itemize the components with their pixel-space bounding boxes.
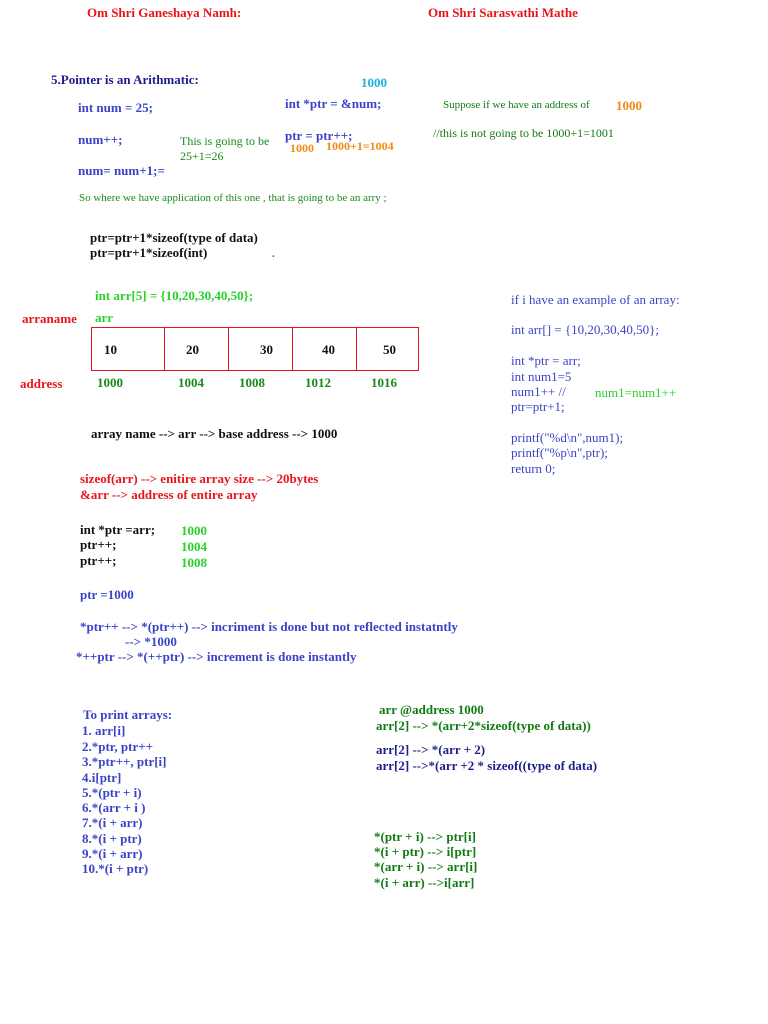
array-address: 1008: [239, 375, 265, 390]
suppose-text: Suppose if we have an address of: [443, 99, 590, 111]
comment-line: //this is not going to be 1000+1=1001: [433, 126, 614, 140]
print-arrays-item: 3.*ptr++, ptr[i]: [82, 754, 167, 769]
example-title: if i have an example of an array:: [511, 292, 680, 307]
base-address-line: array name --> arr --> base address --> 1000: [91, 426, 338, 441]
int-num-line: int num = 25;: [78, 100, 153, 115]
ptr-equals-line: ptr =1000: [80, 587, 134, 602]
array-address: 1000: [97, 375, 123, 390]
example-line: num1++ //: [511, 384, 566, 399]
header-right: Om Shri Sarasvathi Mathe: [428, 5, 578, 20]
num-inc-line: num++;: [78, 132, 123, 147]
equivalence-line: *(ptr + i) --> ptr[i]: [374, 829, 476, 844]
int-ptr-line: int *ptr = &num;: [285, 96, 382, 111]
equivalence-line: *(arr + i) --> arr[i]: [374, 859, 478, 874]
ptr-inc-line: ptr = ptr++;: [285, 128, 353, 143]
formula-dot: .: [272, 248, 275, 260]
address-1000-top: 1000: [361, 75, 387, 90]
formula-line1: ptr=ptr+1*sizeof(type of data): [90, 230, 258, 245]
ptr-block-value: 1000: [181, 523, 207, 538]
increment-line: *++ptr --> *(++ptr) --> increment is done instantly: [76, 649, 357, 664]
array-cell-value: 30: [260, 342, 273, 357]
example-line: int num1=5: [511, 369, 572, 384]
array-decl: int arr[5] = {10,20,30,40,50};: [95, 288, 254, 303]
ptr-block-line: ptr++;: [80, 537, 117, 552]
cell-divider: [228, 328, 229, 370]
arraname-label: arraname: [22, 311, 77, 326]
cell-divider: [292, 328, 293, 370]
equivalence-line: *(i + ptr) --> i[ptr]: [374, 844, 477, 859]
print-arrays-item: 10.*(i + ptr): [82, 861, 149, 876]
print-arrays-title: To print arrays:: [83, 707, 173, 722]
array-address: 1004: [178, 375, 204, 390]
array-box: [91, 327, 419, 371]
formula-line2: ptr=ptr+1*sizeof(int): [90, 245, 208, 260]
example-line: int arr[] = {10,20,30,40,50};: [511, 322, 659, 337]
example-line-comment: num1=num1++: [595, 385, 677, 400]
example-line: ptr=ptr+1;: [511, 399, 565, 414]
cell-divider: [356, 328, 357, 370]
application-line: So where we have application of this one , that is going to be an arry ;: [79, 192, 387, 204]
note-line2: 25+1=26: [180, 149, 224, 163]
example-line: return 0;: [511, 461, 556, 476]
header-left: Om Shri Ganeshaya Namh:: [87, 5, 242, 20]
example-line: int *ptr = arr;: [511, 353, 581, 368]
print-arrays-item: 6.*(arr + i ): [82, 800, 146, 815]
print-arrays-item: 5.*(ptr + i): [82, 785, 142, 800]
arr-label: arr: [95, 310, 114, 325]
note-line1: This is going to be: [180, 134, 270, 148]
right-block-line: arr[2] --> *(arr+2*sizeof(type of data)): [376, 718, 591, 733]
ptr-block-value: 1004: [181, 539, 207, 554]
suppose-value: 1000: [616, 98, 642, 113]
array-cell-value: 50: [383, 342, 396, 357]
increment-line: *ptr++ --> *(ptr++) --> incriment is done but not reflected instatntly: [80, 619, 458, 634]
array-cell-value: 10: [104, 342, 117, 357]
address-label: address: [20, 376, 63, 391]
print-arrays-item: 9.*(i + arr): [82, 846, 143, 861]
sizeof-line: sizeof(arr) --> enitire array size --> 20bytes: [80, 471, 319, 486]
example-line: printf("%d\n",num1);: [511, 430, 624, 445]
ptr-block-line: int *ptr =arr;: [80, 522, 156, 537]
address-of-array-line: &arr --> address of entire array: [80, 487, 258, 502]
array-address: 1016: [371, 375, 397, 390]
ptr-inc-value1: 1000: [290, 141, 314, 155]
print-arrays-item: 2.*ptr, ptr++: [82, 739, 154, 754]
right-block-line: arr[2] --> *(arr + 2): [376, 742, 486, 757]
section-title: 5.Pointer is an Arithmatic:: [51, 72, 199, 87]
num-assign-line: num= num+1;=: [78, 163, 165, 178]
right-block-line: arr[2] -->*(arr +2 * sizeof((type of data): [376, 758, 598, 773]
print-arrays-item: 4.i[ptr]: [82, 770, 122, 785]
cell-divider: [164, 328, 165, 370]
increment-line: --> *1000: [125, 634, 177, 649]
ptr-block-line: ptr++;: [80, 553, 117, 568]
array-cell-value: 40: [322, 342, 335, 357]
array-address: 1012: [305, 375, 331, 390]
print-arrays-item: 1. arr[i]: [82, 723, 126, 738]
print-arrays-item: 7.*(i + arr): [82, 815, 143, 830]
equivalence-line: *(i + arr) -->i[arr]: [374, 875, 475, 890]
ptr-block-value: 1008: [181, 555, 207, 570]
array-cell-value: 20: [186, 342, 199, 357]
print-arrays-item: 8.*(i + ptr): [82, 831, 142, 846]
right-block-line: arr @address 1000: [379, 702, 484, 717]
ptr-inc-value2: 1000+1=1004: [326, 139, 394, 153]
example-line: printf("%p\n",ptr);: [511, 445, 608, 460]
